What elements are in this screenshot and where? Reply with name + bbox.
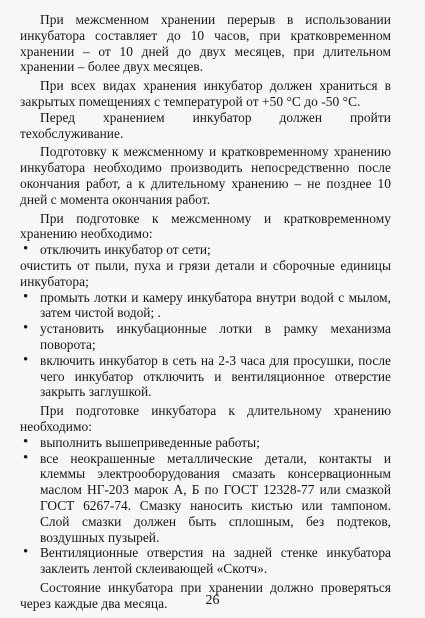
bullet-icon: • [23, 544, 29, 561]
bullet-text: включить инкубатор в сеть на 2-3 часа для просушки, после чего инкубатор отключить и вентиляционное отверстие закрыть заглушкой. [40, 352, 391, 400]
bullet-seal-vents [20, 545, 391, 577]
bullet-icon: • [23, 288, 29, 305]
bullet-text: выполнить вышеприведенные работы; [40, 434, 260, 450]
bullet-icon: • [23, 449, 29, 466]
storage-intervals-paragraph: При межсменном хранении перерыв в использовании инкубатора составляет до 10 часов, при кратковременном хранении – от 10 дней до двух месяцев, при длительном хранении – более двух месяцев. [20, 12, 391, 75]
bullet-icon: • [23, 433, 29, 450]
bullet-install-trays [20, 321, 391, 353]
bullet-disconnect-power [20, 242, 391, 258]
bullet-icon: • [23, 351, 29, 368]
preparation-timing-paragraph: Подготовку к межсменному и кратковременному хранению инкубатора необходимо производить непосредственно после окончания работ, а к длительному хранению – не позднее 10 дней с момента окончания работ. [20, 144, 391, 207]
bullet-text: установить инкубационные лотки в рамку механизма поворота; [40, 321, 391, 352]
bullet-dry-incubator [20, 353, 391, 400]
bullet-text: Вентиляционные отверстия на задней стенке инкубатора заклеить лентой склеивающей «Скотч». [40, 545, 391, 577]
page-number: 26 [205, 593, 220, 608]
bullet-text: все неокрашенные металлические детали, контакты и клеммы электрооборудования смазать консервационным маслом НГ-203 марок А, Б по ГОСТ 12328-77 или смазкой ГОСТ 6267-74. Смазку наносить кистью или тампоном. Слой смазки должен быть сплошным, без подтеков, воздушных пузырей. [40, 450, 391, 545]
inspection-paragraph: Состояние инкубатора при хранении должно проверяться через каждые два месяца. [20, 579, 391, 611]
maintenance-paragraph: Перед хранением инкубатор должен пройти техобслуживание. [20, 109, 391, 141]
bullet-icon: • [23, 320, 29, 337]
bullet-wash-trays [20, 290, 391, 322]
cleaning-paragraph: очистить от пыли, пуха и грязи детали и сборочные единицы инкубатора; [20, 257, 391, 289]
long-term-preparation-heading: При подготовке инкубатора к длительному хранению необходимо: [20, 403, 391, 434]
bullet-text: промыть лотки и камеру инкубатора внутри водой с мылом, затем чистой водой; . [40, 289, 391, 321]
document-body [20, 12, 391, 611]
bullet-lubricate-parts [20, 451, 391, 546]
bullet-text: отключить инкубатор от сети; [40, 242, 211, 258]
storage-temperature-paragraph: При всех видах хранения инкубатор должен храниться в закрытых помещениях с температурой от +50 °С до -50 °С. [20, 78, 391, 109]
bullet-do-previous-works [20, 435, 391, 451]
bullet-icon: • [23, 241, 29, 258]
short-term-preparation-heading: При подготовке к межсменному и кратковременному хранению необходимо: [20, 210, 391, 242]
